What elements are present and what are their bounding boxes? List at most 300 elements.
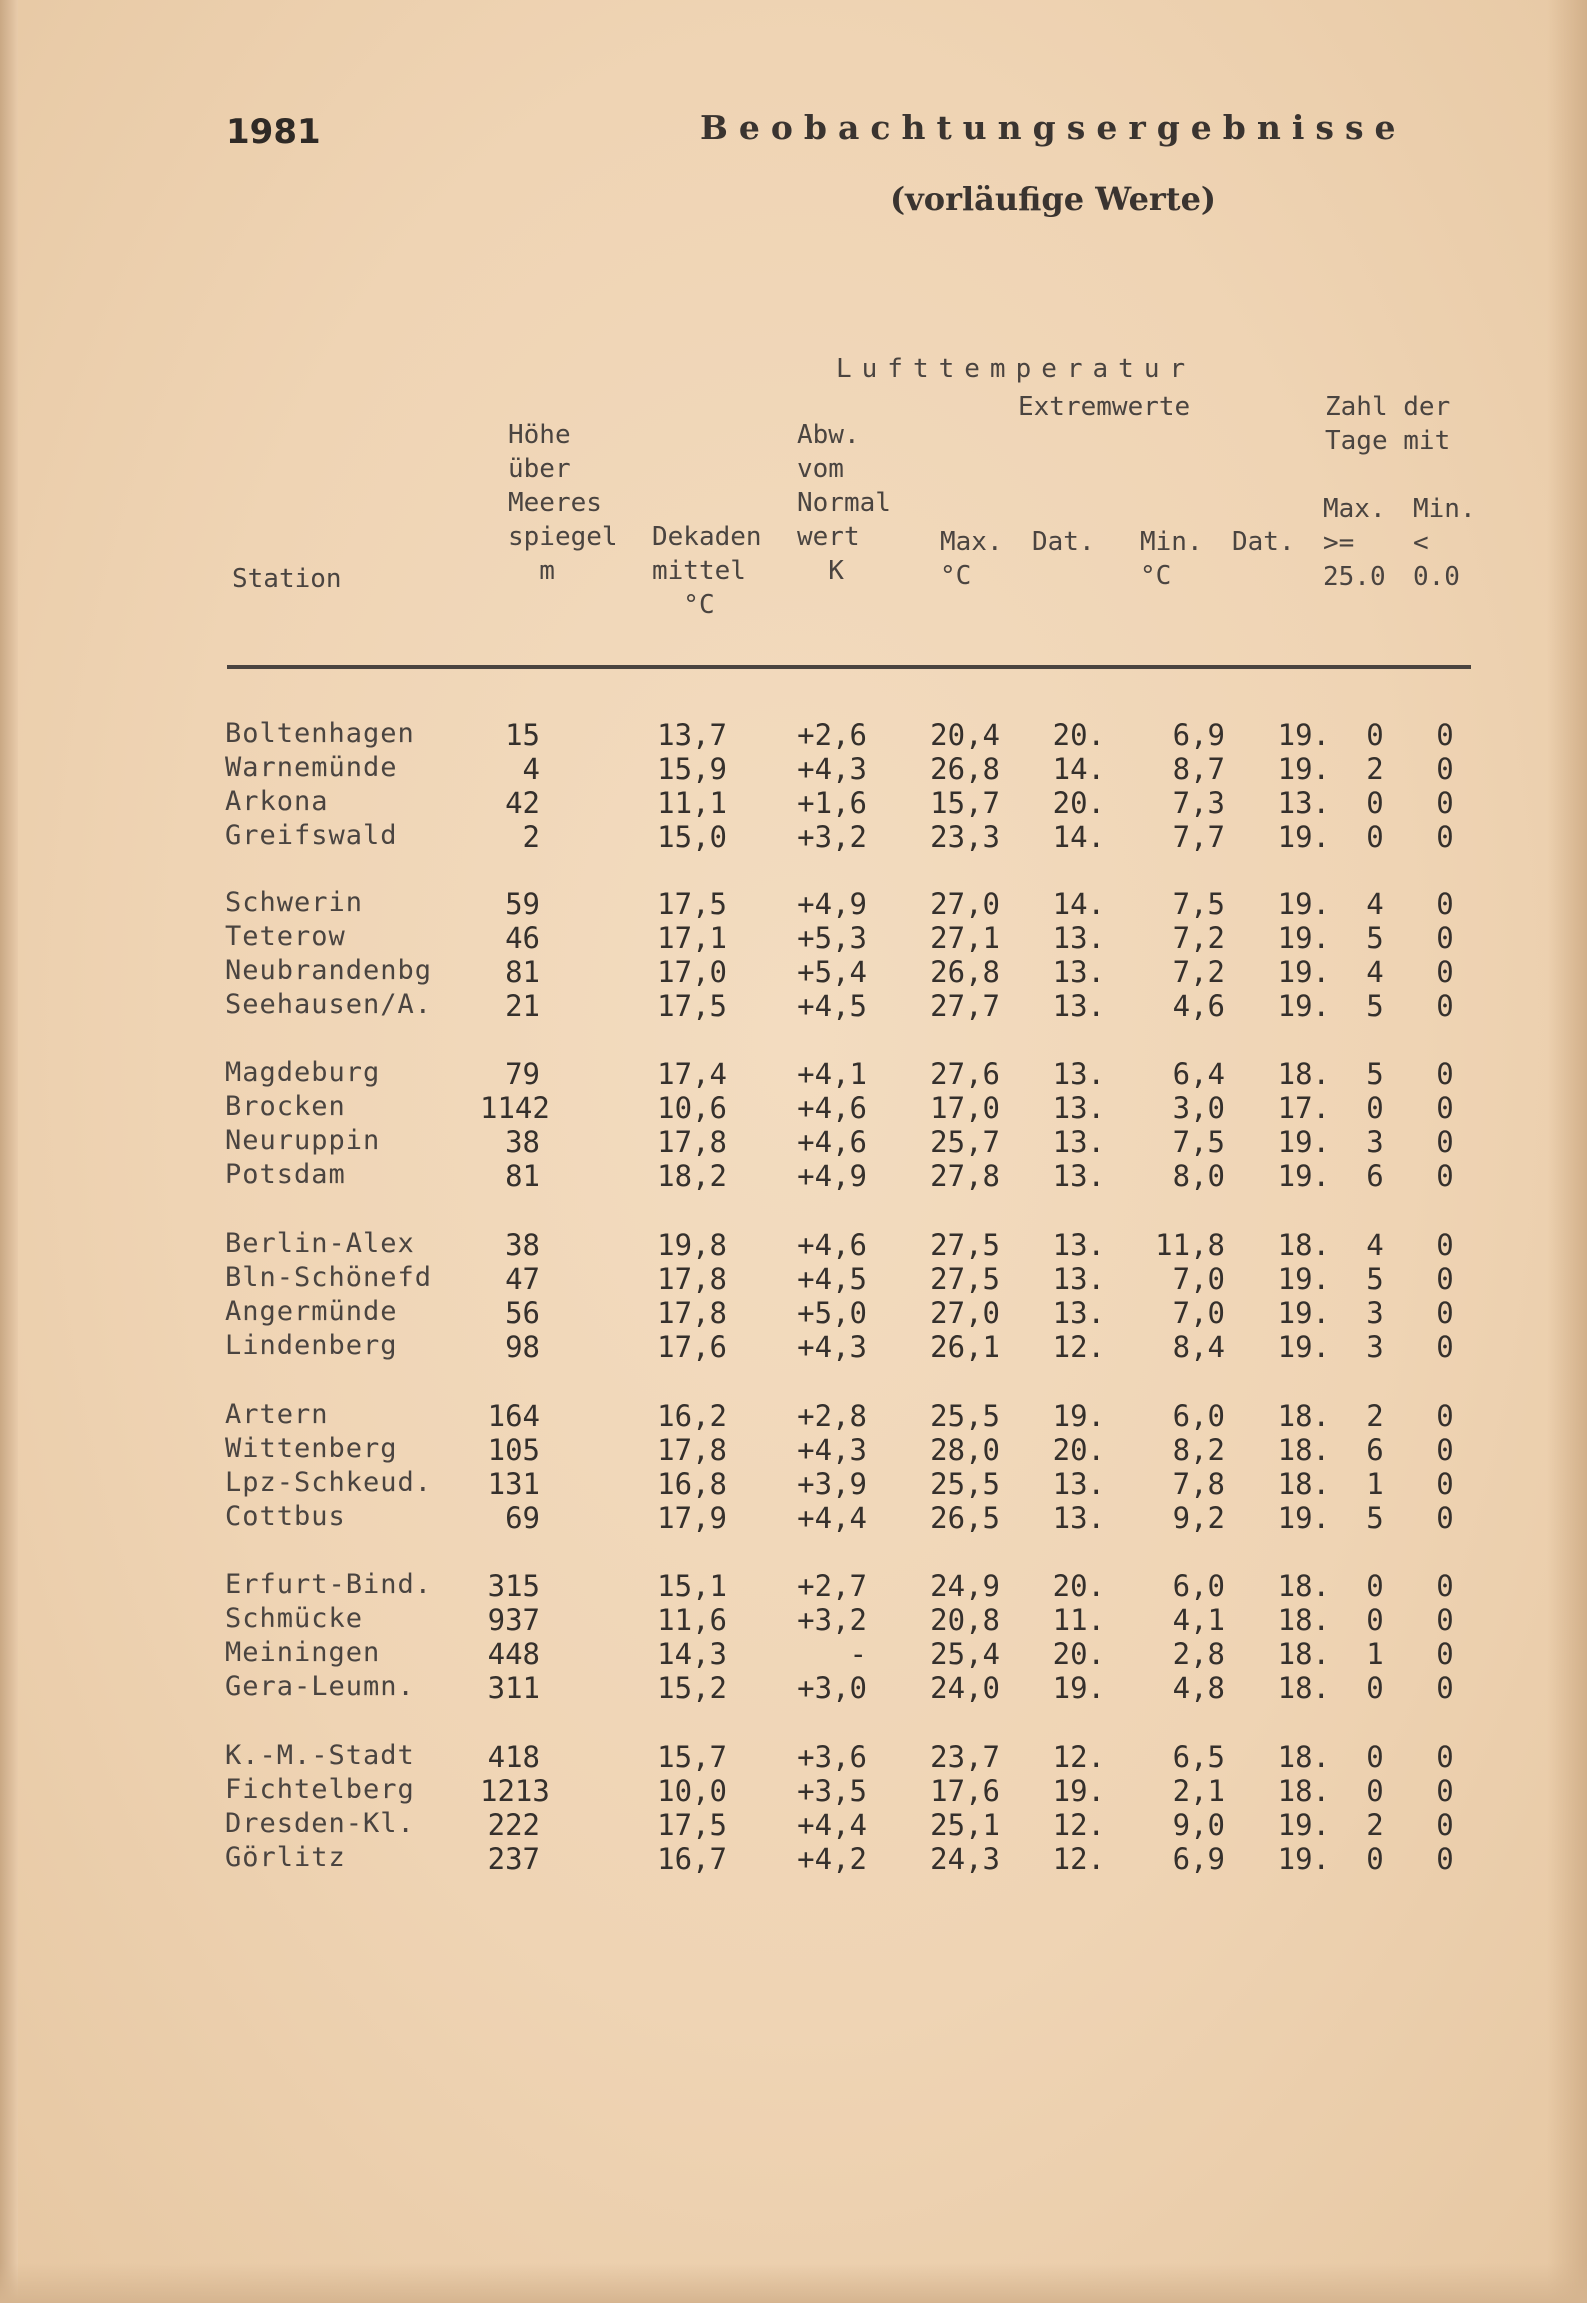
page-binding-edge	[0, 0, 18, 2303]
table-row	[225, 1467, 1525, 1501]
decade-mean: 17,0	[657, 955, 727, 989]
max-date: 13.	[1052, 1057, 1105, 1091]
deviation: +4,2	[797, 1842, 867, 1876]
max-date: 14.	[1052, 820, 1105, 854]
days-max-25: 5	[1366, 1057, 1384, 1091]
header-rule	[227, 665, 1471, 669]
decade-mean: 18,2	[657, 1159, 727, 1193]
min-temp: 7,0	[1172, 1296, 1225, 1330]
max-temp: 25,5	[930, 1399, 1000, 1433]
min-date: 18.	[1277, 1467, 1330, 1501]
min-temp: 7,5	[1172, 887, 1225, 921]
elevation: 937	[487, 1603, 540, 1637]
page-right-shadow	[1547, 0, 1587, 2303]
station-name: Görlitz	[225, 1842, 346, 1873]
header-zahl-der-tage: Zahl der Tage mit	[1325, 392, 1451, 456]
max-date: 13.	[1052, 1262, 1105, 1296]
min-temp: 7,5	[1172, 1125, 1225, 1159]
table-row	[225, 1842, 1525, 1876]
elevation: 42	[505, 786, 540, 820]
header-abweichung: Abw. vom Normal wert K	[797, 420, 891, 586]
station-name: Wittenberg	[225, 1433, 398, 1464]
table-row	[225, 955, 1525, 989]
days-min-0: 0	[1436, 887, 1454, 921]
header-dat-max: Dat.	[1032, 527, 1095, 557]
station-name: Neuruppin	[225, 1125, 381, 1156]
min-date: 19.	[1277, 921, 1330, 955]
days-min-0: 0	[1436, 1637, 1454, 1671]
min-date: 18.	[1277, 1774, 1330, 1808]
days-max-25: 4	[1366, 1228, 1384, 1262]
min-temp: 8,0	[1172, 1159, 1225, 1193]
table-row	[225, 1330, 1525, 1364]
days-min-0: 0	[1436, 1228, 1454, 1262]
table-row	[225, 1637, 1525, 1671]
min-temp: 6,0	[1172, 1399, 1225, 1433]
days-min-0: 0	[1436, 718, 1454, 752]
station-name: Seehausen/A.	[225, 989, 433, 1020]
min-date: 19.	[1277, 752, 1330, 786]
max-date: 13.	[1052, 1228, 1105, 1262]
max-temp: 25,4	[930, 1637, 1000, 1671]
deviation: +4,9	[797, 887, 867, 921]
station-name: Neubrandenbg	[225, 955, 433, 986]
deviation: +4,6	[797, 1125, 867, 1159]
min-date: 18.	[1277, 1057, 1330, 1091]
max-date: 20.	[1052, 786, 1105, 820]
max-date: 20.	[1052, 1569, 1105, 1603]
days-max-25: 5	[1366, 1262, 1384, 1296]
min-date: 19.	[1277, 1330, 1330, 1364]
header-tage-max: Max. >= 25.0	[1323, 494, 1386, 592]
min-temp: 6,5	[1172, 1740, 1225, 1774]
elevation: 2	[522, 820, 540, 854]
deviation: +4,3	[797, 1330, 867, 1364]
min-date: 19.	[1277, 820, 1330, 854]
days-max-25: 3	[1366, 1330, 1384, 1364]
deviation: +3,2	[797, 820, 867, 854]
decade-mean: 17,6	[657, 1330, 727, 1364]
elevation: 38	[505, 1228, 540, 1262]
table-row	[225, 1228, 1525, 1262]
days-max-25: 6	[1366, 1433, 1384, 1467]
decade-mean: 15,7	[657, 1740, 727, 1774]
deviation: -	[849, 1637, 867, 1671]
min-temp: 9,2	[1172, 1501, 1225, 1535]
table-row	[225, 1740, 1525, 1774]
station-name: Angermünde	[225, 1296, 398, 1327]
deviation: +3,2	[797, 1603, 867, 1637]
deviation: +5,4	[797, 955, 867, 989]
table-row	[225, 1159, 1525, 1193]
max-temp: 26,1	[930, 1330, 1000, 1364]
min-date: 19.	[1277, 1842, 1330, 1876]
max-date: 13.	[1052, 955, 1105, 989]
station-name: Greifswald	[225, 820, 398, 851]
days-min-0: 0	[1436, 1125, 1454, 1159]
min-temp: 6,9	[1172, 718, 1225, 752]
min-date: 19.	[1277, 718, 1330, 752]
max-temp: 20,4	[930, 718, 1000, 752]
min-date: 18.	[1277, 1569, 1330, 1603]
days-min-0: 0	[1436, 1091, 1454, 1125]
min-date: 13.	[1277, 786, 1330, 820]
elevation: 131	[487, 1467, 540, 1501]
deviation: +4,5	[797, 1262, 867, 1296]
elevation: 38	[505, 1125, 540, 1159]
min-temp: 4,8	[1172, 1671, 1225, 1705]
table-row	[225, 1774, 1525, 1808]
days-max-25: 5	[1366, 1501, 1384, 1535]
days-max-25: 4	[1366, 887, 1384, 921]
min-date: 18.	[1277, 1399, 1330, 1433]
max-temp: 27,1	[930, 921, 1000, 955]
max-temp: 25,7	[930, 1125, 1000, 1159]
max-date: 12.	[1052, 1740, 1105, 1774]
days-max-25: 4	[1366, 955, 1384, 989]
deviation: +2,6	[797, 718, 867, 752]
table-row	[225, 989, 1525, 1023]
max-temp: 24,3	[930, 1842, 1000, 1876]
table-row	[225, 887, 1525, 921]
max-date: 20.	[1052, 718, 1105, 752]
decade-mean: 17,9	[657, 1501, 727, 1535]
days-max-25: 2	[1366, 1808, 1384, 1842]
days-max-25: 0	[1366, 1569, 1384, 1603]
deviation: +4,3	[797, 1433, 867, 1467]
decade-mean: 17,5	[657, 1808, 727, 1842]
decade-mean: 17,1	[657, 921, 727, 955]
header-hoehe: Höhe über Meeres spiegel m	[508, 420, 618, 586]
min-temp: 7,7	[1172, 820, 1225, 854]
decade-mean: 17,4	[657, 1057, 727, 1091]
min-date: 18.	[1277, 1740, 1330, 1774]
elevation: 81	[505, 1159, 540, 1193]
min-date: 19.	[1277, 955, 1330, 989]
days-min-0: 0	[1436, 1433, 1454, 1467]
decade-mean: 15,0	[657, 820, 727, 854]
page-bottom-shadow	[0, 2263, 1587, 2303]
table-row	[225, 786, 1525, 820]
max-date: 12.	[1052, 1330, 1105, 1364]
decade-mean: 10,0	[657, 1774, 727, 1808]
decade-mean: 16,7	[657, 1842, 727, 1876]
header-dekadenmittel: Dekaden mittel °C	[652, 522, 762, 620]
min-temp: 11,8	[1155, 1228, 1225, 1262]
deviation: +4,6	[797, 1091, 867, 1125]
decade-mean: 15,1	[657, 1569, 727, 1603]
days-max-25: 0	[1366, 820, 1384, 854]
table-row	[225, 1125, 1525, 1159]
days-min-0: 0	[1436, 752, 1454, 786]
elevation: 448	[487, 1637, 540, 1671]
elevation: 164	[487, 1399, 540, 1433]
header-extremwerte: Extremwerte	[1018, 392, 1191, 422]
days-min-0: 0	[1436, 786, 1454, 820]
decade-mean: 16,2	[657, 1399, 727, 1433]
deviation: +4,4	[797, 1501, 867, 1535]
station-name: Arkona	[225, 786, 329, 817]
decade-mean: 17,5	[657, 887, 727, 921]
decade-mean: 17,8	[657, 1433, 727, 1467]
header-tage-min: Min. < 0.0	[1413, 494, 1476, 592]
days-min-0: 0	[1436, 955, 1454, 989]
max-date: 13.	[1052, 1091, 1105, 1125]
days-max-25: 0	[1366, 718, 1384, 752]
elevation: 59	[505, 887, 540, 921]
station-name: Berlin-Alex	[225, 1228, 415, 1259]
min-temp: 7,3	[1172, 786, 1225, 820]
max-temp: 27,5	[930, 1262, 1000, 1296]
station-name: K.-M.-Stadt	[225, 1740, 415, 1771]
table-row	[225, 1501, 1525, 1535]
min-date: 18.	[1277, 1637, 1330, 1671]
table-row	[225, 718, 1525, 752]
days-min-0: 0	[1436, 1671, 1454, 1705]
station-name: Lpz-Schkeud.	[225, 1467, 433, 1498]
elevation: 46	[505, 921, 540, 955]
decade-mean: 15,9	[657, 752, 727, 786]
days-max-25: 3	[1366, 1296, 1384, 1330]
max-temp: 26,8	[930, 955, 1000, 989]
deviation: +5,3	[797, 921, 867, 955]
deviation: +3,9	[797, 1467, 867, 1501]
max-temp: 26,5	[930, 1501, 1000, 1535]
days-max-25: 3	[1366, 1125, 1384, 1159]
min-temp: 4,1	[1172, 1603, 1225, 1637]
station-name: Teterow	[225, 921, 346, 952]
days-max-25: 1	[1366, 1467, 1384, 1501]
station-name: Schmücke	[225, 1603, 364, 1634]
days-min-0: 0	[1436, 1569, 1454, 1603]
max-date: 14.	[1052, 752, 1105, 786]
elevation: 237	[487, 1842, 540, 1876]
days-max-25: 0	[1366, 1740, 1384, 1774]
min-date: 18.	[1277, 1671, 1330, 1705]
days-min-0: 0	[1436, 1296, 1454, 1330]
max-temp: 15,7	[930, 786, 1000, 820]
max-temp: 27,5	[930, 1228, 1000, 1262]
max-temp: 23,3	[930, 820, 1000, 854]
days-max-25: 0	[1366, 1774, 1384, 1808]
page-year: 1981	[226, 112, 321, 152]
decade-mean: 17,8	[657, 1125, 727, 1159]
days-min-0: 0	[1436, 1842, 1454, 1876]
min-temp: 8,2	[1172, 1433, 1225, 1467]
decade-mean: 14,3	[657, 1637, 727, 1671]
max-temp: 27,0	[930, 887, 1000, 921]
days-max-25: 0	[1366, 1671, 1384, 1705]
min-temp: 6,4	[1172, 1057, 1225, 1091]
days-min-0: 0	[1436, 820, 1454, 854]
decade-mean: 17,5	[657, 989, 727, 1023]
max-temp: 17,6	[930, 1774, 1000, 1808]
min-date: 17.	[1277, 1091, 1330, 1125]
min-temp: 7,0	[1172, 1262, 1225, 1296]
table-row	[225, 1671, 1525, 1705]
days-max-25: 0	[1366, 1091, 1384, 1125]
decade-mean: 19,8	[657, 1228, 727, 1262]
station-name: Erfurt-Bind.	[225, 1569, 433, 1600]
days-min-0: 0	[1436, 1774, 1454, 1808]
max-date: 19.	[1052, 1399, 1105, 1433]
days-min-0: 0	[1436, 1740, 1454, 1774]
deviation: +2,8	[797, 1399, 867, 1433]
station-name: Schwerin	[225, 887, 364, 918]
table-row	[225, 1399, 1525, 1433]
min-temp: 6,9	[1172, 1842, 1225, 1876]
days-max-25: 0	[1366, 786, 1384, 820]
station-name: Fichtelberg	[225, 1774, 415, 1805]
max-date: 13.	[1052, 1467, 1105, 1501]
min-temp: 2,8	[1172, 1637, 1225, 1671]
deviation: +1,6	[797, 786, 867, 820]
days-max-25: 0	[1366, 1842, 1384, 1876]
decade-mean: 17,8	[657, 1262, 727, 1296]
max-date: 13.	[1052, 1159, 1105, 1193]
max-date: 14.	[1052, 887, 1105, 921]
deviation: +4,3	[797, 752, 867, 786]
table-row	[225, 752, 1525, 786]
deviation: +5,0	[797, 1296, 867, 1330]
elevation: 15	[505, 718, 540, 752]
station-name: Magdeburg	[225, 1057, 381, 1088]
elevation: 69	[505, 1501, 540, 1535]
elevation: 47	[505, 1262, 540, 1296]
min-date: 18.	[1277, 1603, 1330, 1637]
table-row	[225, 1433, 1525, 1467]
header-station: Station	[232, 564, 342, 594]
deviation: +2,7	[797, 1569, 867, 1603]
max-temp: 27,8	[930, 1159, 1000, 1193]
table-row	[225, 1262, 1525, 1296]
deviation: +4,1	[797, 1057, 867, 1091]
deviation: +3,5	[797, 1774, 867, 1808]
elevation: 105	[487, 1433, 540, 1467]
max-date: 12.	[1052, 1808, 1105, 1842]
deviation: +4,4	[797, 1808, 867, 1842]
station-name: Warnemünde	[225, 752, 398, 783]
table-row	[225, 820, 1525, 854]
max-temp: 27,7	[930, 989, 1000, 1023]
days-min-0: 0	[1436, 1057, 1454, 1091]
elevation: 222	[487, 1808, 540, 1842]
max-date: 12.	[1052, 1842, 1105, 1876]
min-date: 19.	[1277, 1501, 1330, 1535]
min-date: 18.	[1277, 1433, 1330, 1467]
min-date: 19.	[1277, 1296, 1330, 1330]
elevation: 79	[505, 1057, 540, 1091]
header-min: Min. °C	[1140, 527, 1203, 591]
days-max-25: 2	[1366, 752, 1384, 786]
max-date: 13.	[1052, 921, 1105, 955]
min-temp: 8,4	[1172, 1330, 1225, 1364]
header-dat-min: Dat.	[1232, 527, 1295, 557]
max-date: 11.	[1052, 1603, 1105, 1637]
table-row	[225, 1603, 1525, 1637]
max-temp: 25,1	[930, 1808, 1000, 1842]
days-max-25: 0	[1366, 1603, 1384, 1637]
table-row	[225, 1569, 1525, 1603]
days-max-25: 2	[1366, 1399, 1384, 1433]
max-date: 13.	[1052, 1125, 1105, 1159]
min-date: 19.	[1277, 887, 1330, 921]
table-row	[225, 1057, 1525, 1091]
max-temp: 27,0	[930, 1296, 1000, 1330]
decade-mean: 15,2	[657, 1671, 727, 1705]
min-temp: 4,6	[1172, 989, 1225, 1023]
days-max-25: 6	[1366, 1159, 1384, 1193]
max-temp: 28,0	[930, 1433, 1000, 1467]
max-date: 20.	[1052, 1637, 1105, 1671]
header-max: Max. °C	[940, 527, 1003, 591]
days-min-0: 0	[1436, 921, 1454, 955]
station-name: Gera-Leumn.	[225, 1671, 415, 1702]
station-name: Brocken	[225, 1091, 346, 1122]
elevation: 21	[505, 989, 540, 1023]
deviation: +3,6	[797, 1740, 867, 1774]
station-name: Artern	[225, 1399, 329, 1430]
elevation: 98	[505, 1330, 540, 1364]
days-min-0: 0	[1436, 1159, 1454, 1193]
min-temp: 6,0	[1172, 1569, 1225, 1603]
min-date: 19.	[1277, 989, 1330, 1023]
header-lufttemperatur: Lufttemperatur	[836, 354, 1196, 384]
min-date: 19.	[1277, 1159, 1330, 1193]
min-temp: 7,8	[1172, 1467, 1225, 1501]
decade-mean: 10,6	[657, 1091, 727, 1125]
max-date: 19.	[1052, 1774, 1105, 1808]
max-temp: 26,8	[930, 752, 1000, 786]
days-min-0: 0	[1436, 1603, 1454, 1637]
deviation: +4,5	[797, 989, 867, 1023]
elevation: 81	[505, 955, 540, 989]
max-temp: 20,8	[930, 1603, 1000, 1637]
decade-mean: 11,6	[657, 1603, 727, 1637]
min-temp: 7,2	[1172, 955, 1225, 989]
days-min-0: 0	[1436, 1330, 1454, 1364]
station-name: Bln-Schönefd	[225, 1262, 433, 1293]
decade-mean: 16,8	[657, 1467, 727, 1501]
elevation: 4	[522, 752, 540, 786]
days-max-25: 1	[1366, 1637, 1384, 1671]
days-min-0: 0	[1436, 1262, 1454, 1296]
elevation: 56	[505, 1296, 540, 1330]
table-row	[225, 1296, 1525, 1330]
page-subtitle: (vorläufige Werte)	[890, 180, 1217, 218]
min-temp: 2,1	[1172, 1774, 1225, 1808]
page-title: Beobachtungsergebnisse	[700, 108, 1407, 147]
elevation: 1213	[480, 1774, 550, 1808]
days-min-0: 0	[1436, 1501, 1454, 1535]
station-name: Potsdam	[225, 1159, 346, 1190]
max-date: 13.	[1052, 989, 1105, 1023]
elevation: 1142	[480, 1091, 550, 1125]
max-temp: 25,5	[930, 1467, 1000, 1501]
station-name: Boltenhagen	[225, 718, 415, 749]
days-max-25: 5	[1366, 921, 1384, 955]
days-min-0: 0	[1436, 989, 1454, 1023]
decade-mean: 17,8	[657, 1296, 727, 1330]
max-temp: 27,6	[930, 1057, 1000, 1091]
max-date: 13.	[1052, 1501, 1105, 1535]
table-row	[225, 921, 1525, 955]
days-min-0: 0	[1436, 1399, 1454, 1433]
station-name: Meiningen	[225, 1637, 381, 1668]
deviation: +3,0	[797, 1671, 867, 1705]
table-row	[225, 1808, 1525, 1842]
days-max-25: 5	[1366, 989, 1384, 1023]
